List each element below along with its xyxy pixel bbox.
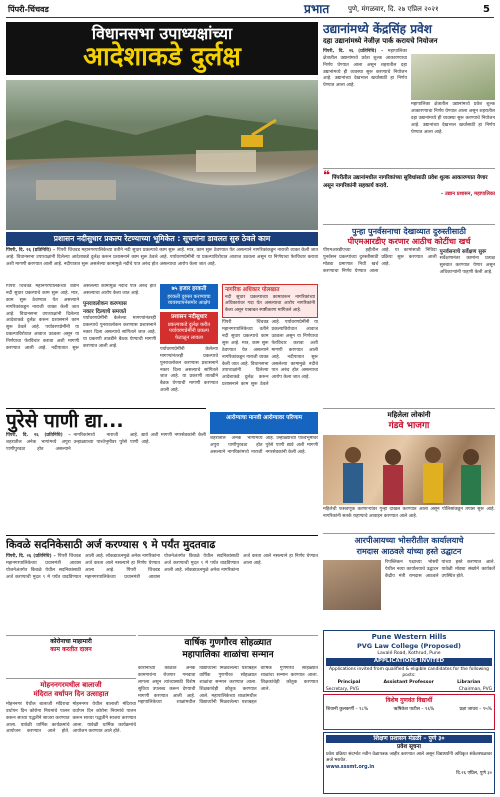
ad-results-item: ऋषिकेश पाटील – ९६% xyxy=(393,707,435,713)
ad-admission-website[interactable]: www.sssmt.org.in xyxy=(326,764,375,770)
story-school xyxy=(138,635,318,663)
jobs-body xyxy=(138,666,318,792)
office-photo xyxy=(323,560,381,610)
school-subhead: महापालिका शाळांचा सन्मान xyxy=(182,650,274,661)
ad-college-footer xyxy=(326,687,492,693)
office-headline: आरपीआयच्या भोसरीतील कार्यालयाचे xyxy=(354,536,464,545)
ad-admission-signature: दि.२६ एप्रिल, पुणे ३० xyxy=(456,771,492,777)
vaccine-body: महिलेची फसवणूक करणाऱ्यांवर गुन्हा दाखल करण्यात आला असून पोलिसांकडून तपास सुरू आहे. नागरिकांनी सतर्क राहण्याचे आवाहन करण्यात आले आहे. xyxy=(323,507,495,519)
vaccine-headline: गंडवे भाजगा xyxy=(388,421,430,432)
lead-byline: पिंपरी, दि. २६ (प्रतिनिधि) – xyxy=(6,248,56,253)
infobox-right xyxy=(222,284,318,404)
ad-college-posts xyxy=(326,680,492,686)
infobox-mid xyxy=(160,312,218,344)
sidebar-body-cont: महापालिका क्षेत्रातील उद्यानांमध्ये प्रवेश शुल्क आकारण्याचा निर्णय घेण्यात आला असून शहरातील दहा उद्यानांमध्ये ही व्यवस्था सुरू करण्याचे नियोजन आहे. उद्यानांच्या देखभाल खर्चासाठी हा निर्णय घेण्यात आला आहे. xyxy=(411,102,495,135)
deadline-body-text-2: पिंपरी चिंचवड महानगरपालिकेच्या प्रधानमंत्री आवास योजनेअंतर्गत किवळे येथील सदनिकांसाठी अर्ज करण्याची मुदत ९ मे पर्यंत वाढविण्यात आली आहे. लॉकडाऊनमुळे अनेक नागरिकांना अर्ज करता आले नसल्याने हा निर्णय घेण्यात आला आहे. xyxy=(85,554,318,580)
sidebar-photo-garden xyxy=(411,54,495,100)
infobox-right-title: नागरिक अधिकार पोलखात xyxy=(225,287,280,293)
col1-sub-subheading: नकार दिल्याचे समजते xyxy=(83,308,127,315)
story-punarvasan xyxy=(323,224,495,404)
vaccine-photo xyxy=(323,435,495,505)
lead-caption: प्रशासन नदीसुधार प्रकल्प रेटण्याच्या भूमिकेत : सूचनांना डावलत सुरु ठेवले काम xyxy=(6,232,318,246)
pullquote-text: पिंपरीतील उद्यानांमधील नागरिकांच्या सुविधांसाठी प्रवेश शुल्क आकारण्यात येणार असून नागरिकांनी सहकार्य करावे. xyxy=(323,175,488,189)
lead-continuation xyxy=(6,284,156,404)
masthead xyxy=(6,0,494,18)
lead-cont-body: पिंपरी चिंचवड महानगरपालिकेच्या वतीने नदी सुधार प्रकल्पाचे काम सुरू आहे. मात्र, काम सुरू ठेवण्यात येत असल्याने नागरिकांकडून नाराजी व्यक्त केली जात आहे. विधानसभा उपाध्यक्षांनी दिलेल्या आदेशाकडे दुर्लक्ष करून प्रशासनाने काम सुरू ठेवले आहे. पर्यावरणप्रेमींनी या प्रकल्पाविरोधात आवाज उठवला असून या निर्णयाचा फेरविचार करावा अशी मागणी करण्यात आली आहे. नदीपात्रात सुरू असलेल्या कामामुळे नदीचे पात्र अरुंद होत असल्याचा आरोप केला जात आहे. xyxy=(6,284,156,352)
water-headline: पुरेसे पाणी द्या... xyxy=(6,410,124,432)
water-tag: आरोग्याचा मानवी आरोग्यावर परिणाम xyxy=(226,415,302,421)
temple-subhead: मंदिरात वर्धापन दिन उत्साहात xyxy=(33,690,109,699)
deadline-headline: किवळे सदनिकेसाठी अर्ज करण्यास ९ मे पर्यंत मुदतवाढ xyxy=(6,539,216,551)
sidebar-byline: पिंपरी, दि. २६ (प्रतिनिधि) – xyxy=(323,48,384,54)
infobox-left xyxy=(160,284,218,309)
sidebar-body-text: महापालिका क्षेत्रातील उद्यानांमध्ये प्रवेश शुल्क आकारण्याचा निर्णय घेण्यात आला असून शहरातील दहा उद्यानांमध्ये ही व्यवस्था सुरू करण्याचे नियोजन आहे. उद्यानांच्या देखभाल खर्चासाठी हा निर्णय घेण्यात आला आहे. xyxy=(323,48,407,89)
temple-body xyxy=(6,702,136,790)
punarvasan-body2: सर्वेक्षणानंतर कामांना प्रत्यक्ष सुरुवात करण्यात येणार असून अधिकाऱ्यांनी पाहणी केली आहे. xyxy=(439,256,495,276)
jobs-body-text: कोरोनाच्या काळात अनेक कामगारांना रोजगार गमवावा लागला असून त्यांच्यासाठी विशेष सुविधा उपलब्ध करून देण्याची मागणी करण्यात आली आहे. xyxy=(138,666,196,699)
punarvasan-body-text: पीएमआरडीएच्या हद्दीतील पुनर्वसन प्रकल्पांच्या दुरुस्तीसाठी मोठ्या प्रमाणात निधी खर्च करण्याचा निर्णय घेण्यात आला आहे. या कामांसाठी निविदा प्रक्रिया सुरू करण्यात आली आहे. xyxy=(323,248,437,274)
ad-college-desc: Applications invited from qualified & eligible candidates for the following posts: xyxy=(329,666,489,678)
pullquote xyxy=(323,168,495,198)
lead-headline: आदेशाकडे दुर्लक्ष xyxy=(83,42,241,73)
temple-headline: मोहननगरमधील बालाजी xyxy=(40,681,102,689)
punarvasan-body xyxy=(323,248,495,388)
infobox-col xyxy=(160,284,218,404)
infobox-left-text: हरकती दुरुस्त करण्याचा व्यवस्थापनेसमोर आक्षेप xyxy=(167,293,211,307)
water-body xyxy=(6,433,206,529)
jobs-title: कोरोनाचा माहामारी xyxy=(50,638,92,645)
infobox-mid-text: प्रकल्पाकडे दुर्लक्ष करीत पर्यावरणप्रेमींनी प्रकल्प फेटाळून लावला xyxy=(167,321,211,342)
water-tagbox xyxy=(210,412,318,434)
ad-college-address: Lavalé Road, Kothrud, Pune xyxy=(377,651,441,657)
lead-cont-text xyxy=(6,284,156,404)
ad-college-footer-right: Chairman, PVG xyxy=(458,686,492,692)
ad-results-item: प्रज्ञा जाधव – ९५% xyxy=(459,707,492,713)
ad-college-subname: PVG Law College (Proposed) xyxy=(356,642,462,651)
deadline-body-text: पिंपरी चिंचवड महानगरपालिकेच्या प्रधानमंत्री आवास योजनेअंतर्गत किवळे येथील सदनिकांसाठी अर्ज करण्याची मुदत ९ मे पर्यंत वाढविण्यात आली आहे. लॉकडाऊनमुळे अनेक नागरिकांना अर्ज करता आले नसल्याने हा निर्णय घेण्यात आला आहे. xyxy=(6,554,160,580)
ad-admission-subtitle: प्रवेश सूचना xyxy=(397,744,421,751)
lead-kicker: विधानसभा उपाध्यक्षांच्या xyxy=(91,24,233,43)
punarvasan-subhead: पीएमआरडीए करणार आठीच कोटींचा खर्च xyxy=(347,236,471,246)
story-office xyxy=(323,533,495,628)
ad-college xyxy=(323,630,495,692)
office-subhead: रामदास आठवले यांच्या हस्ते उद्घाटन xyxy=(356,546,462,556)
lead-photo-river xyxy=(6,80,318,230)
ad-results xyxy=(323,694,495,730)
water-byline: पिंपरी, दि. २६ (प्रतिनिधि) – xyxy=(6,432,71,438)
sidebar-subhead: दहा उद्यानांमध्ये नेजीज़ पार्क करायचे नियोजन xyxy=(323,37,438,46)
school-body-text-2: महापालिकेच्या शाळांमधील विद्यार्थ्यांनी मिळवलेल्या यशाबद्दल वार्षिक गुणगौरव सोहळ्यात शाळांचा सन्मान करण्यात आला. शिक्षकांचेही कौतुक करण्यात आले. xyxy=(199,666,318,706)
vaccine-kicker: महिलेला लोकांनी xyxy=(387,411,431,419)
river-scene-illustration xyxy=(6,80,318,230)
water-sidecol-text: शहरातील अनेक भागांमध्ये अपुरा पाणीपुरवठा होत असल्याने नागरिकांमध्ये नाराजी आहे. उन्हाळ्याच्या पार्श्वभूमीवर पुरेसे पाणी द्यावे अशी मागणी नगरसेवकांनी केली आहे. xyxy=(210,436,318,455)
quote-icon: ❝ xyxy=(323,168,331,182)
story-jobs xyxy=(6,635,136,675)
temple-body-text: मोहननगर येथील बालाजी मंदिराचा वर्धापन दिन कोरोना नियमांचे पालन करून साध्या पद्धतीने साजरा करण्यात आला. यावेळी धार्मिक कार्यक्रमांचे आयोजन करण्यात आले होते. xyxy=(6,701,70,735)
infobox-left-title: ७५ हजार हरकती xyxy=(171,286,207,292)
sidebar-story-gardens xyxy=(323,22,495,220)
ad-college-applications: APPLICATIONS INVITED xyxy=(326,658,492,665)
infobox-right-text: नदी सुधार प्रकल्पाच्या कामावरून नागरिकांच्या अधिकारांवर गदा येत असल्याचा आरोप नागरिकांनी केला असून याबाबत स्पष्टीकरण मागितले आहे. xyxy=(225,294,315,314)
water-sidecol xyxy=(210,436,318,532)
group-people-illustration xyxy=(323,435,495,505)
punarvasan-subsection: पुनर्वसनाचे सर्वेक्षण सुरू xyxy=(439,249,487,256)
infobox-right-body: पिंपरी चिंचवड महानगरपालिकेच्या वतीने नदी सुधार प्रकल्पाचे काम सुरू आहे. मात्र, काम सुरू ठेवण्यात येत असल्याने नागरिकांकडून नाराजी व्यक्त केली जात आहे. विधानसभा उपाध्यक्षांनी दिलेल्या आदेशाकडे दुर्लक्ष करून प्रशासनाने काम सुरू ठेवले आहे. पर्यावरणप्रेमींनी या प्रकल्पाविरोधात आवाज उठवला असून या निर्णयाचा फेरविचार करावा अशी मागणी करण्यात आली आहे. नदीपात्रात सुरू असलेल्या कामामुळे नदीचे पात्र अरुंद होत असल्याचा आरोप केला जात आहे. xyxy=(222,320,318,388)
lead-story xyxy=(6,22,318,282)
ad-admission xyxy=(323,732,495,794)
infobox-right-box xyxy=(222,284,318,318)
ad-admission-title: शिक्षण प्रशासन मंडळी – पुणे ३० xyxy=(326,735,492,743)
story-vaccine xyxy=(323,408,495,533)
ad-college-name: Pune Western Hills xyxy=(371,633,447,641)
ad-results-title: विशेष गुणवंत विद्यार्थी xyxy=(385,697,433,704)
section-label: पिंपरी-चिंचवड xyxy=(8,5,49,14)
sidebar-body xyxy=(323,49,407,90)
school-body-text: महापालिकेच्या शाळांमधील विद्यार्थ्यांनी मिळवलेल्या यशाबद्दल वार्षिक गुणगौरव सोहळ्यात शाळांचा सन्मान करण्यात आला. शिक्षकांचेही कौतुक करण्यात आले. xyxy=(138,666,257,706)
punarvasan-headline: पुन्हा पुनर्वसनाचा देखाव्यात दुरुस्तीसाठी xyxy=(352,227,466,236)
col1-sub-heading: पुनरावलोकन करण्यास xyxy=(83,300,127,307)
story-water xyxy=(6,408,206,533)
infobox-mid-title: प्रशासन नदीसुधार xyxy=(171,314,207,321)
brand-logo: प्रभात xyxy=(304,2,330,16)
infobox-col-text: पर्यावरणप्रेमींनी केलेल्या मागण्यांनंतरही प्रकल्पाचे पुनरावलोकन करण्यास प्रशासनाने नकार दिला असल्याचे सांगितले जात आहे. या प्रकरणी तातडीने बैठक घेण्याची मागणी करण्यात आली आहे. xyxy=(160,346,218,394)
page-number: 5 xyxy=(483,4,490,15)
jobs-subtitle: काम करतीत दालन xyxy=(50,646,92,654)
story-temple xyxy=(6,678,136,793)
ad-college-post: Principal xyxy=(337,679,361,685)
sidebar-headline: उद्यानांमध्ये केंद्रसिंह प्रवेश xyxy=(323,22,432,36)
ad-results-item: शिवानी कुलकर्णी – ९८% xyxy=(326,707,369,713)
lead-banner xyxy=(6,22,318,75)
pullquote-author: – उद्यान प्रशासन, महापालिका xyxy=(440,190,495,197)
ad-college-footer-left: Secretary, PVG xyxy=(326,686,359,692)
school-headline: वार्षिक गुणगौरव सोहळ्यात xyxy=(184,638,272,648)
water-body-text: शहरातील अनेक भागांमध्ये अपुरा पाणीपुरवठा होत असल्याने नागरिकांमध्ये नाराजी आहे. उन्हाळ्याच्या पार्श्वभूमीवर पुरेसे पाणी द्यावे अशी मागणी नगरसेवकांनी केली आहे. xyxy=(6,432,206,452)
deadline-byline: पिंपरी, दि. २६ (प्रतिनिधि) – xyxy=(6,554,56,560)
story-deadline xyxy=(6,535,318,633)
ad-college-post: Librarian xyxy=(457,679,481,685)
lead-body xyxy=(6,248,318,282)
ad-admission-body: प्रवेश प्रक्रिया संदर्भात नवीन वेळापत्रक जाहीर करण्यात आले असून विद्यार्थ्यांनी अधिकृत संकेतस्थळावर अर्ज भरावेत. xyxy=(326,751,492,764)
deadline-body xyxy=(6,554,318,632)
col1-sub-body: पर्यावरणप्रेमींनी केलेल्या मागण्यांनंतरही प्रकल्पाचे पुनरावलोकन करण्यास प्रशासनाने नकार दिला असल्याचे सांगितले जात आहे. या प्रकरणी तातडीने बैठक घेण्याची मागणी करण्यात आली आहे. xyxy=(83,316,156,349)
issue-date: पुणे, मंगळवार, दि. २७ एप्रिल २०२१ xyxy=(348,5,439,13)
office-body: रिपब्लिकन पक्षाच्या भोसरी येथील नव्या कार्यालयाचे उद्घाटन केंद्रीय मंत्री रामदास आठवले यांच्या हस्ते करण्यात आले. यावेळी मोठ्या संख्येने कार्यकर्ते उपस्थित होते. xyxy=(385,560,495,579)
lead-body-text: पिंपरी चिंचवड महानगरपालिकेच्या वतीने नदी सुधार प्रकल्पाचे काम सुरू आहे. मात्र, काम सुरू ठेवण्यात येत असल्याने नागरिकांकडून नाराजी व्यक्त केली जात आहे. विधानसभा उपाध्यक्षांनी दिलेल्या आदेशाकडे दुर्लक्ष करून प्रशासनाने काम सुरू ठेवले आहे. पर्यावरणप्रेमींनी या प्रकल्पाविरोधात आवाज उठवला असून या निर्णयाचा फेरविचार करावा अशी मागणी करण्यात आली आहे. नदीपात्रात सुरू असलेल्या कामामुळे नदीचे पात्र अरुंद होत असल्याचा आरोप केला जात आहे. xyxy=(6,248,318,267)
temple-body-text-2: मोहननगर येथील बालाजी मंदिराचा वर्धापन दिन कोरोना नियमांचे पालन करून साध्या पद्धतीने साजरा करण्यात आला. यावेळी धार्मिक कार्यक्रमांचे आयोजन करण्यात आले होते. xyxy=(72,701,136,735)
ad-college-post: Assistant Professor xyxy=(383,679,434,685)
ad-results-list xyxy=(326,707,492,713)
